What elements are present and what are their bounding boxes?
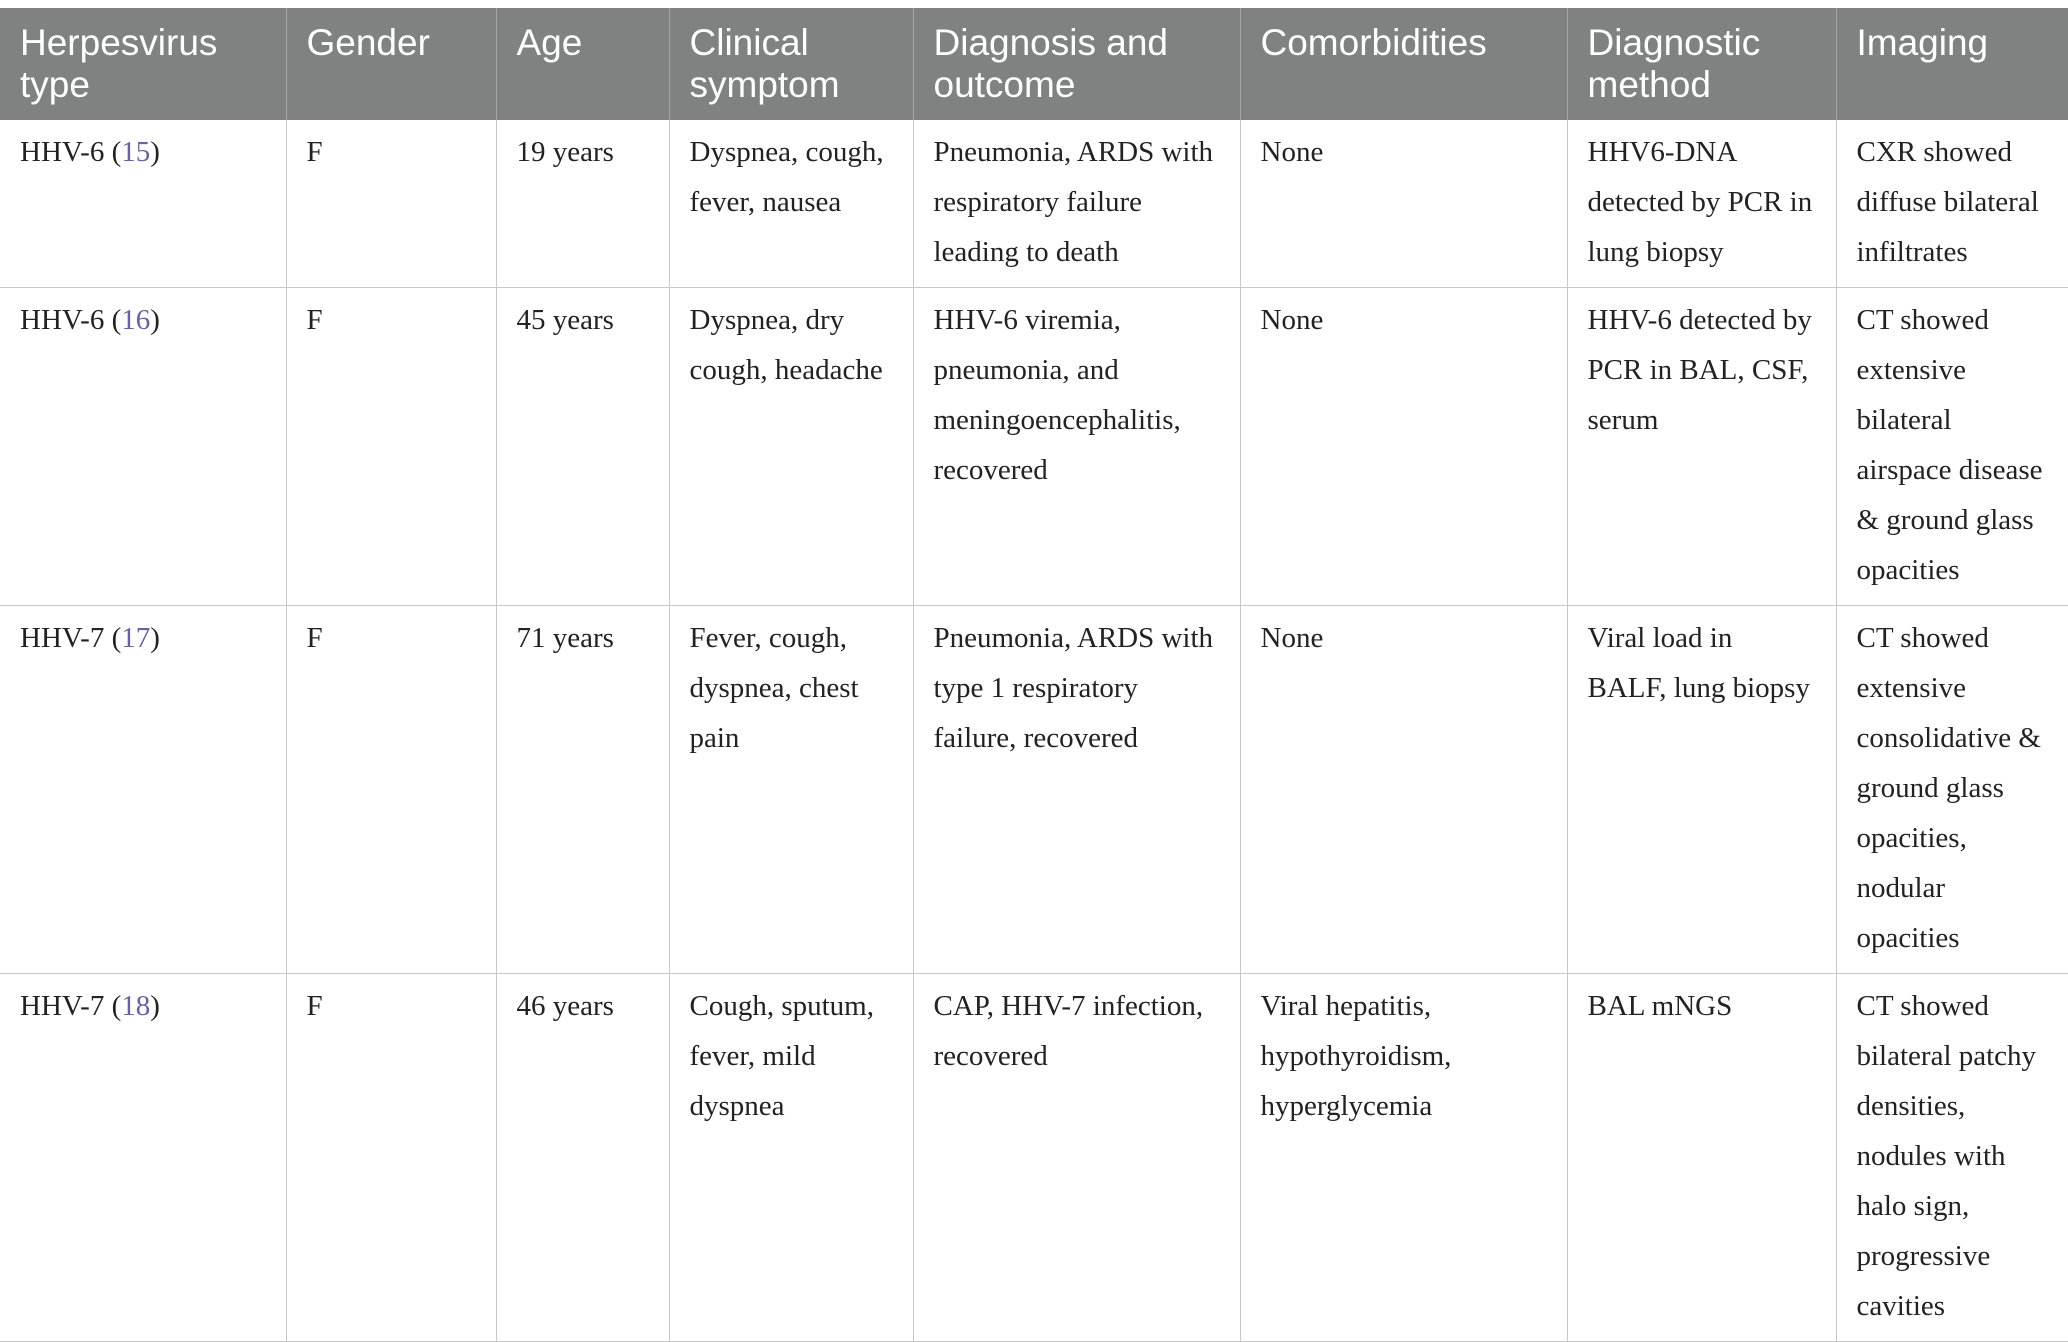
- header-gender: Gender: [286, 8, 496, 120]
- header-comorbidities: Comorbidities: [1240, 8, 1567, 120]
- virus-name: HHV-7: [20, 622, 105, 654]
- reference-link[interactable]: 17: [121, 622, 151, 654]
- cell-diagnostic-method: HHV-6 detected by PCR in BAL, CSF, serum: [1567, 288, 1836, 606]
- header-clinical-symptom: Clinical symptom: [669, 8, 913, 120]
- table-row: [0, 974, 2068, 1342]
- cell-comorbidities: None: [1240, 606, 1567, 974]
- cell-diagnostic-method: Viral load in BALF, lung biopsy: [1567, 606, 1836, 974]
- cell-clinical-symptom: Fever, cough, dyspnea, chest pain: [669, 606, 913, 974]
- cell-diagnosis-outcome: HHV-6 viremia, pneumonia, and meningoencephalitis, recovered: [913, 288, 1240, 606]
- cell-clinical-symptom: Cough, sputum, fever, mild dyspnea: [669, 974, 913, 1342]
- table-row: [0, 288, 2068, 606]
- header-herpesvirus-type: Herpesvirus type: [0, 8, 286, 120]
- cell-herpesvirus-type: HHV-7 (17): [0, 606, 286, 974]
- cell-imaging: CXR showed diffuse bilateral infiltrates: [1836, 120, 2068, 288]
- cell-diagnosis-outcome: Pneumonia, ARDS with respiratory failure leading to death: [913, 120, 1240, 288]
- table-row: [0, 120, 2068, 288]
- cell-imaging: CT showed bilateral patchy densities, nodules with halo sign, progressive cavities: [1836, 974, 2068, 1342]
- cell-age: 45 years: [496, 288, 669, 606]
- cell-diagnosis-outcome: Pneumonia, ARDS with type 1 respiratory failure, recovered: [913, 606, 1240, 974]
- cell-diagnostic-method: BAL mNGS: [1567, 974, 1836, 1342]
- reference-link[interactable]: 18: [121, 990, 151, 1022]
- header-diagnosis-outcome: Diagnosis and outcome: [913, 8, 1240, 120]
- cell-diagnostic-method: HHV6-DNA detected by PCR in lung biopsy: [1567, 120, 1836, 288]
- cell-gender: F: [286, 606, 496, 974]
- cell-gender: F: [286, 288, 496, 606]
- table-row: [0, 606, 2068, 974]
- herpesvirus-cases-table-container: [0, 8, 2068, 1342]
- herpesvirus-cases-table: [0, 8, 2068, 1342]
- cell-herpesvirus-type: HHV-6 (15): [0, 120, 286, 288]
- cell-imaging: CT showed extensive consolidative & ground glass opacities, nodular opacities: [1836, 606, 2068, 974]
- cell-herpesvirus-type: HHV-7 (18): [0, 974, 286, 1342]
- virus-name: HHV-6: [20, 136, 105, 168]
- header-diagnostic-method: Diagnostic method: [1567, 8, 1836, 120]
- cell-herpesvirus-type: HHV-6 (16): [0, 288, 286, 606]
- virus-name: HHV-7: [20, 990, 105, 1022]
- cell-imaging: CT showed extensive bilateral airspace disease & ground glass opacities: [1836, 288, 2068, 606]
- cell-comorbidities: Viral hepatitis, hypothyroidism, hyperglycemia: [1240, 974, 1567, 1342]
- cell-clinical-symptom: Dyspnea, dry cough, headache: [669, 288, 913, 606]
- table-header-row: [0, 8, 2068, 120]
- cell-comorbidities: None: [1240, 288, 1567, 606]
- reference-link[interactable]: 16: [121, 304, 151, 336]
- cell-age: 19 years: [496, 120, 669, 288]
- cell-age: 46 years: [496, 974, 669, 1342]
- cell-comorbidities: None: [1240, 120, 1567, 288]
- cell-gender: F: [286, 120, 496, 288]
- cell-diagnosis-outcome: CAP, HHV-7 infection, recovered: [913, 974, 1240, 1342]
- header-imaging: Imaging: [1836, 8, 2068, 120]
- reference-link[interactable]: 15: [121, 136, 151, 168]
- cell-clinical-symptom: Dyspnea, cough, fever, nausea: [669, 120, 913, 288]
- cell-gender: F: [286, 974, 496, 1342]
- header-age: Age: [496, 8, 669, 120]
- cell-age: 71 years: [496, 606, 669, 974]
- virus-name: HHV-6: [20, 304, 105, 336]
